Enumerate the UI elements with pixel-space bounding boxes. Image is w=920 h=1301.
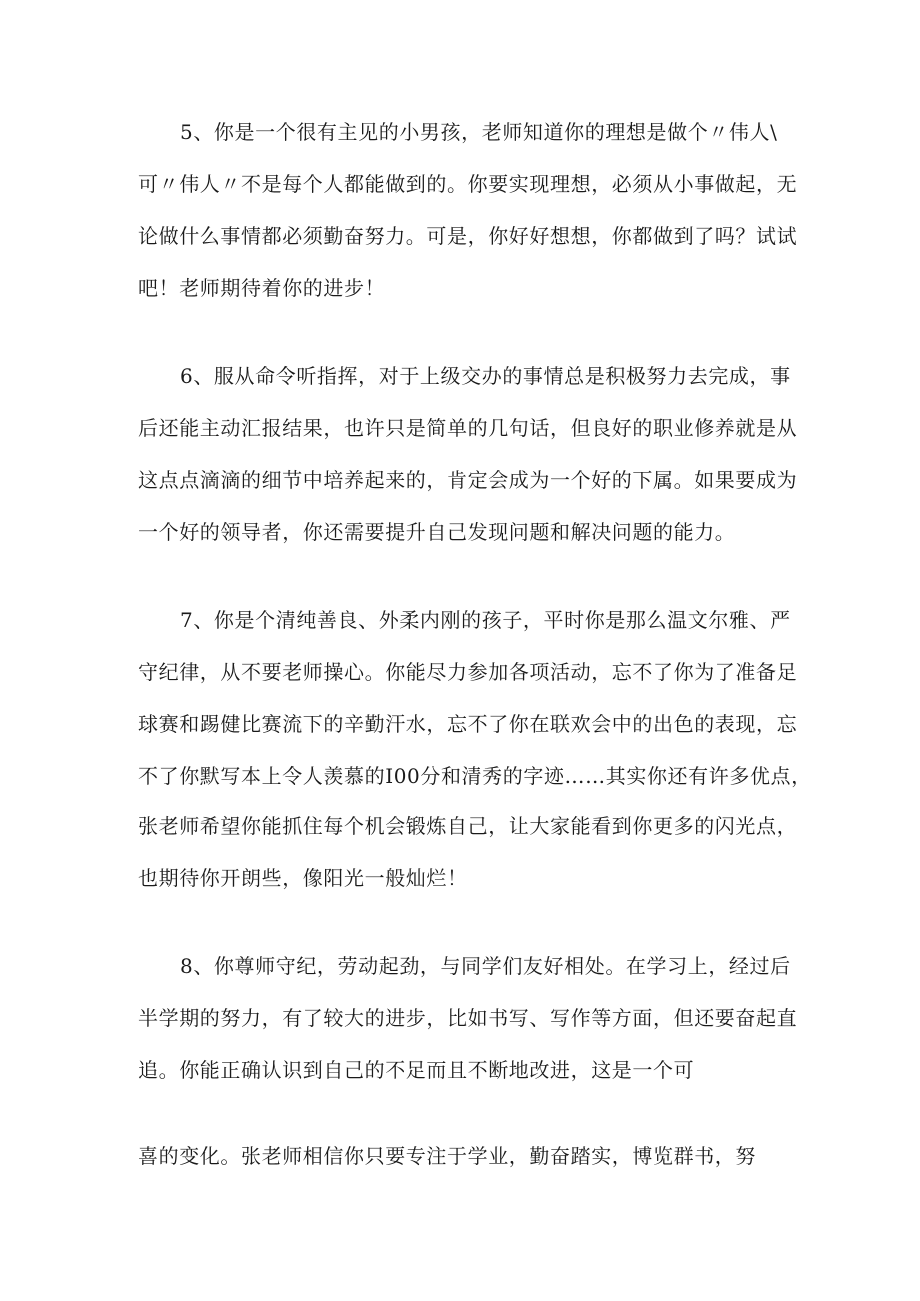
- paragraph-line: 也期待你开朗些，像阳光一般灿烂！: [138, 866, 468, 890]
- paragraph-line: 8、你尊师守纪，劳动起劲，与同学们友好相处。在学习上，经过后: [180, 954, 791, 978]
- paragraph-line: 论做什么事情都必须勤奋努力。可是，你好好想想，你都做到了吗？试试: [138, 224, 798, 248]
- paragraph-line: 不了你默写本上令人羡慕的I00分和清秀的字迹……其实你还有许多优点，: [138, 764, 812, 788]
- paragraph-line: 这点点滴滴的细节中培养起来的，肯定会成为一个好的下属。如果要成为: [138, 468, 798, 492]
- paragraph-line: 5、你是一个很有主见的小男孩，老师知道你的理想是做个〃伟人\: [180, 120, 778, 144]
- paragraph-line: 后还能主动汇报结果，也许只是简单的几句话，但良好的职业修养就是从: [138, 416, 798, 440]
- paragraph-line: 一个好的领导者，你还需要提升自己发现问题和解决问题的能力。: [138, 520, 736, 544]
- paragraph-line: 张老师希望你能抓住每个机会锻炼自己，让大家能看到你更多的闪光点，: [138, 814, 798, 838]
- paragraph-line: 吧！老师期待着你的进步！: [138, 276, 386, 300]
- paragraph-line: 7、你是个清纯善良、外柔内刚的孩子，平时你是那么温文尔雅、严: [180, 608, 791, 632]
- paragraph-line: 球赛和踢健比赛流下的辛勤汗水，忘不了你在联欢会中的出色的表现，忘: [138, 712, 798, 736]
- paragraph-line: 可〃伟人〃不是每个人都能做到的。你要实现理想，必须从小事做起，无: [138, 172, 798, 196]
- paragraph-line: 半学期的努力，有了较大的进步，比如书写、写作等方面，但还要奋起直: [138, 1006, 798, 1030]
- paragraph-line: 6、服从命令听指挥，对于上级交办的事情总是积极努力去完成，事: [180, 364, 791, 388]
- paragraph-line: 守纪律，从不要老师操心。你能尽力参加各项活动，忘不了你为了准备足: [138, 660, 798, 684]
- paragraph-line: 追。你能正确认识到自己的不足而且不断地改进，这是一个可: [138, 1058, 695, 1082]
- paragraph-line: 喜的变化。张老师相信你只要专注于学业，勤奋踏实，博览群书，努: [138, 1144, 756, 1168]
